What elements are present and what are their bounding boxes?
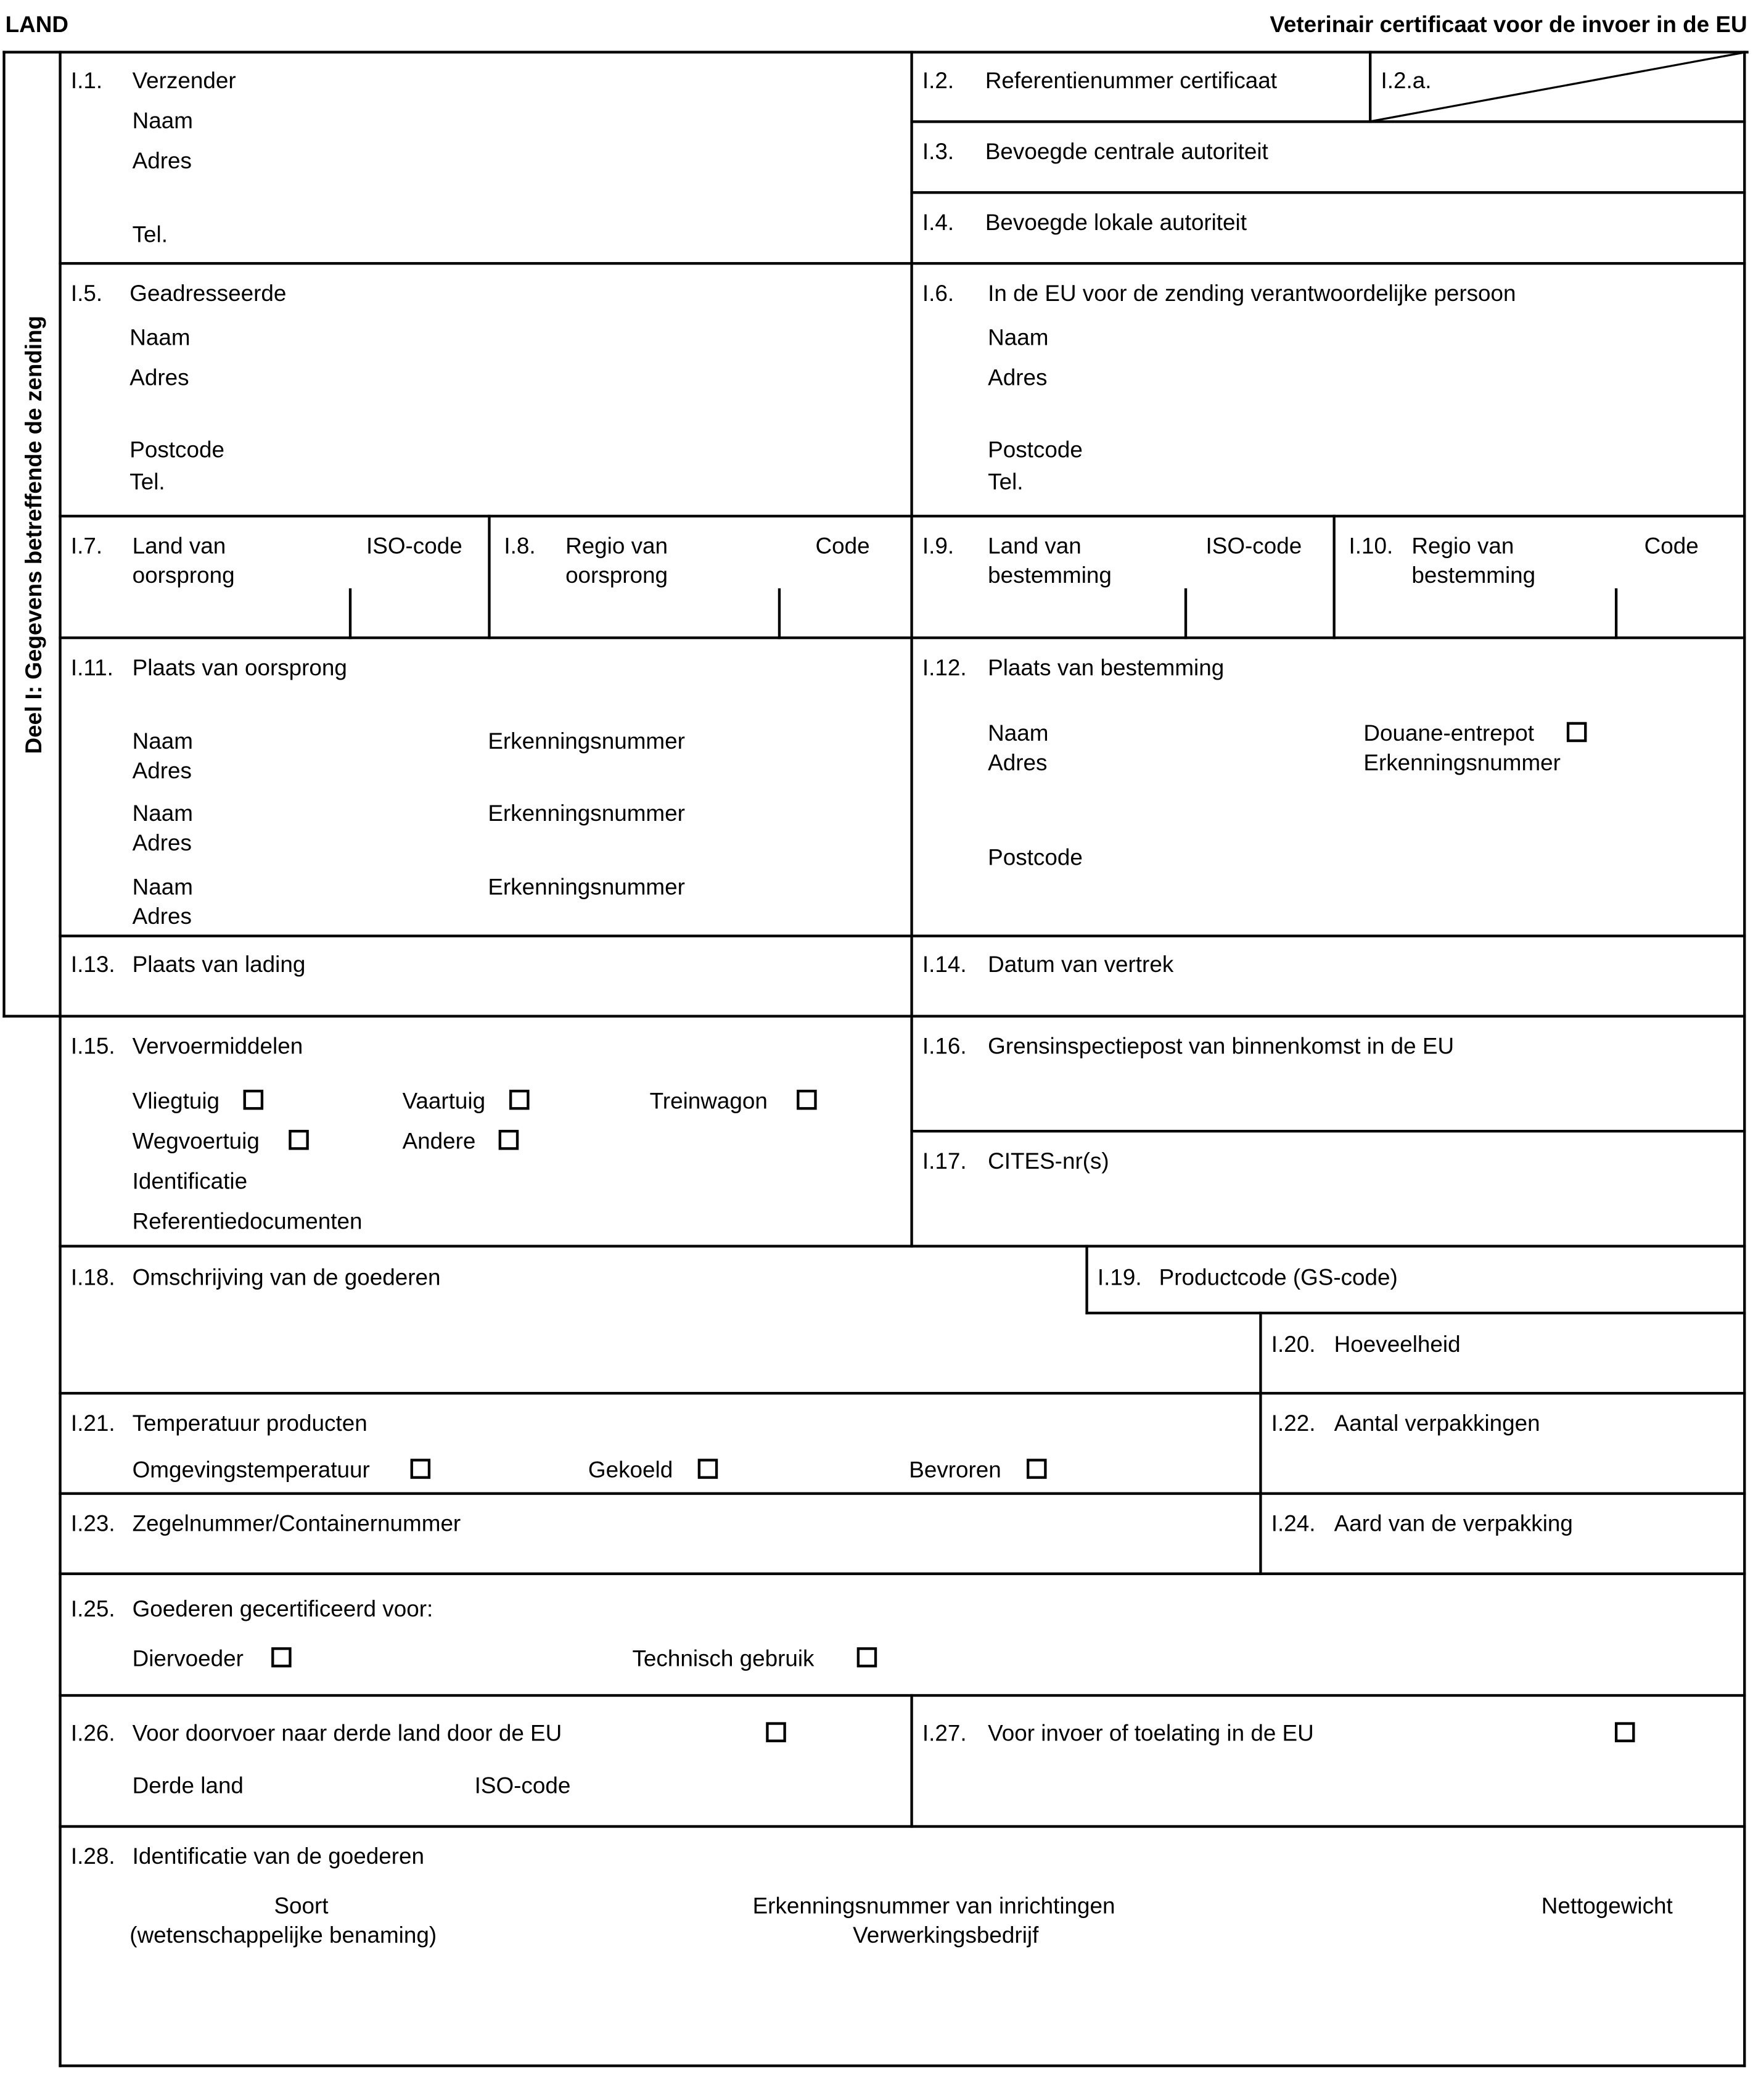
i2-number: I.2. (922, 68, 955, 94)
nettogewicht-label: Nettogewicht (1541, 1893, 1673, 1919)
verwerkingsbedrijf-label: Verwerkingsbedrijf (853, 1922, 1039, 1948)
i19-title: Productcode (GS-code) (1159, 1264, 1398, 1291)
erkenningsnummer-inrichtingen-label: Erkenningsnummer van inrichtingen (752, 1893, 1115, 1919)
rule (1184, 588, 1187, 639)
i26-number: I.26. (70, 1721, 115, 1747)
i9-iso-code: ISO-code (1205, 533, 1302, 559)
technisch-label: Technisch gebruik (632, 1645, 815, 1671)
i1-title: Verzender (132, 68, 236, 94)
i16-title: Grensinspectiepost van binnenkomst in de EU (988, 1033, 1455, 1060)
wetenschappelijke-label: (wetenschappelijke benaming) (129, 1922, 437, 1948)
rule (910, 1130, 1746, 1132)
i26-iso-code: ISO-code (474, 1773, 571, 1798)
i12-douane: Douane-entrepot (1363, 720, 1534, 746)
i21-title: Temperatuur producten (132, 1410, 367, 1436)
rule (59, 1694, 1746, 1697)
rule (910, 51, 913, 1247)
i8-number: I.8. (504, 533, 536, 559)
i4-title: Bevoegde lokale autoriteit (985, 210, 1247, 236)
i5-adres: Adres (129, 364, 189, 391)
douane-entrepot-checkbox[interactable] (1567, 722, 1587, 743)
rule (1085, 1312, 1746, 1314)
i5-number: I.5. (70, 281, 103, 307)
omgeving-label: Omgevingstemperatuur (132, 1457, 370, 1483)
rule (910, 191, 1746, 194)
i12-title: Plaats van bestemming (988, 655, 1225, 681)
i7-line2: oorsprong (132, 562, 235, 588)
andere-checkbox[interactable] (499, 1130, 519, 1150)
i22-number: I.22. (1271, 1410, 1316, 1436)
i14-number: I.14. (922, 952, 967, 978)
i21-number: I.21. (70, 1410, 115, 1436)
rule (1332, 515, 1335, 640)
i12-postcode: Postcode (988, 845, 1083, 871)
i15-number: I.15. (70, 1033, 115, 1060)
rule (59, 1392, 1746, 1394)
i6-title: In de EU voor de zending verantwoordelijke persoon (988, 281, 1516, 307)
i3-title: Bevoegde centrale autoriteit (985, 139, 1268, 165)
referentiedocumenten-label: Referentiedocumenten (132, 1208, 363, 1235)
rule (59, 636, 1746, 639)
rule (1743, 51, 1746, 2067)
vaartuig-label: Vaartuig (402, 1088, 486, 1114)
wegvoertuig-label: Wegvoertuig (132, 1128, 260, 1154)
i27-title: Voor invoer of toelating in de EU (988, 1721, 1314, 1747)
i6-adres: Adres (988, 364, 1048, 391)
i16-number: I.16. (922, 1033, 967, 1060)
i1-tel: Tel. (132, 221, 168, 248)
i8-code: Code (815, 533, 870, 559)
gekoeld-label: Gekoeld (588, 1457, 673, 1483)
i4-number: I.4. (922, 210, 955, 236)
i7-iso-code: ISO-code (366, 533, 462, 559)
vliegtuig-label: Vliegtuig (132, 1088, 220, 1114)
omgevingstemperatuur-checkbox[interactable] (411, 1459, 431, 1479)
diervoeder-checkbox[interactable] (271, 1647, 292, 1668)
i17-number: I.17. (922, 1148, 967, 1174)
i6-number: I.6. (922, 281, 955, 307)
rule (2, 1015, 61, 1018)
treinwagon-checkbox[interactable] (797, 1090, 817, 1110)
rule (59, 262, 1746, 265)
rule (910, 1694, 913, 1828)
andere-label: Andere (402, 1128, 476, 1154)
i8-line2: oorsprong (565, 562, 668, 588)
rule (349, 588, 351, 639)
gekoeld-checkbox[interactable] (698, 1459, 718, 1479)
i12-adres: Adres (988, 750, 1048, 776)
i13-title: Plaats van lading (132, 952, 306, 978)
i6-postcode: Postcode (988, 437, 1083, 463)
i10-line2: bestemming (1411, 562, 1536, 588)
vaartuig-checkbox[interactable] (509, 1090, 530, 1110)
doorvoer-checkbox[interactable] (766, 1722, 786, 1742)
rule (59, 1245, 1746, 1247)
bevroren-checkbox[interactable] (1027, 1459, 1047, 1479)
technisch-gebruik-checkbox[interactable] (857, 1647, 877, 1668)
i27-number: I.27. (922, 1721, 967, 1747)
bevroren-label: Bevroren (909, 1457, 1001, 1483)
i25-title: Goederen gecertificeerd voor: (132, 1596, 433, 1622)
rule (59, 1492, 1746, 1494)
i7-number: I.7. (70, 533, 103, 559)
rule (1615, 588, 1617, 639)
rule (59, 2064, 1746, 2067)
i25-number: I.25. (70, 1596, 115, 1622)
vliegtuig-checkbox[interactable] (244, 1090, 264, 1110)
i22-title: Aantal verpakkingen (1334, 1410, 1540, 1436)
i11-naam-3: Naam (132, 874, 193, 900)
i17-title: CITES-nr(s) (988, 1148, 1109, 1174)
i1-adres: Adres (132, 148, 192, 174)
i11-naam-1: Naam (132, 728, 193, 754)
i10-number: I.10. (1349, 533, 1394, 559)
rule (488, 515, 490, 640)
rule (778, 588, 781, 639)
i11-adres-1: Adres (132, 758, 192, 784)
soort-label: Soort (274, 1893, 329, 1919)
wegvoertuig-checkbox[interactable] (289, 1130, 309, 1150)
identificatie-label: Identificatie (132, 1168, 248, 1195)
i2-title: Referentienummer certificaat (985, 68, 1278, 94)
certificate-title: Veterinair certificaat voor de invoer in de EU (1270, 12, 1747, 38)
i19-number: I.19. (1097, 1264, 1142, 1291)
i24-title: Aard van de verpakking (1334, 1510, 1573, 1537)
i9-line1: Land van (988, 533, 1082, 559)
i10-code: Code (1644, 533, 1699, 559)
i26-title: Voor doorvoer naar derde land door de EU (132, 1721, 562, 1747)
i11-naam-2: Naam (132, 801, 193, 826)
rule (1259, 1312, 1262, 1575)
i5-tel: Tel. (129, 469, 165, 495)
i6-tel: Tel. (988, 469, 1024, 495)
i9-number: I.9. (922, 533, 955, 559)
i12-naam: Naam (988, 720, 1049, 746)
i1-number: I.1. (70, 68, 103, 94)
i14-title: Datum van vertrek (988, 952, 1174, 978)
i20-title: Hoeveelheid (1334, 1332, 1461, 1357)
i28-number: I.28. (70, 1843, 115, 1869)
i11-erk-3: Erkenningsnummer (488, 874, 685, 900)
i11-adres-3: Adres (132, 904, 192, 929)
i28-title: Identificatie van de goederen (132, 1843, 424, 1869)
i13-number: I.13. (70, 952, 115, 978)
i11-adres-2: Adres (132, 830, 192, 856)
invoer-checkbox[interactable] (1615, 1722, 1635, 1742)
i11-erk-2: Erkenningsnummer (488, 801, 685, 826)
rule (1085, 1245, 1088, 1314)
i12-number: I.12. (922, 655, 967, 681)
i18-title: Omschrijving van de goederen (132, 1264, 441, 1291)
i12-erk: Erkenningsnummer (1363, 750, 1561, 776)
rule (59, 515, 1746, 517)
i5-title: Geadresseerde (129, 281, 287, 307)
i2a-number: I.2.a. (1381, 68, 1432, 94)
i3-number: I.3. (922, 139, 955, 165)
i10-line1: Regio van (1411, 533, 1514, 559)
i11-number: I.11. (70, 655, 113, 681)
i20-number: I.20. (1271, 1332, 1316, 1357)
treinwagon-label: Treinwagon (649, 1088, 768, 1114)
i7-line1: Land van (132, 533, 226, 559)
country-label: LAND (5, 12, 69, 38)
i5-postcode: Postcode (129, 437, 224, 463)
i6-naam: Naam (988, 324, 1049, 351)
i23-number: I.23. (70, 1510, 115, 1537)
i1-naam: Naam (132, 108, 193, 134)
derde-land-label: Derde land (132, 1773, 244, 1798)
rule (59, 934, 1746, 937)
i18-number: I.18. (70, 1264, 115, 1291)
i24-number: I.24. (1271, 1510, 1316, 1537)
rule (59, 1825, 1746, 1827)
diervoeder-label: Diervoeder (132, 1645, 244, 1671)
rule (59, 1015, 1746, 1018)
i23-title: Zegelnummer/Containernummer (132, 1510, 461, 1537)
section-label: Deel I: Gegevens betreffende de zending (21, 315, 47, 754)
i9-line2: bestemming (988, 562, 1112, 588)
rule (59, 1573, 1746, 1575)
i8-line1: Regio van (565, 533, 668, 559)
rule (2, 51, 5, 1017)
rule (59, 51, 61, 2067)
i5-naam: Naam (129, 324, 191, 351)
i11-title: Plaats van oorsprong (132, 655, 347, 681)
i15-title: Vervoermiddelen (132, 1033, 303, 1060)
i11-erk-1: Erkenningsnummer (488, 728, 685, 754)
